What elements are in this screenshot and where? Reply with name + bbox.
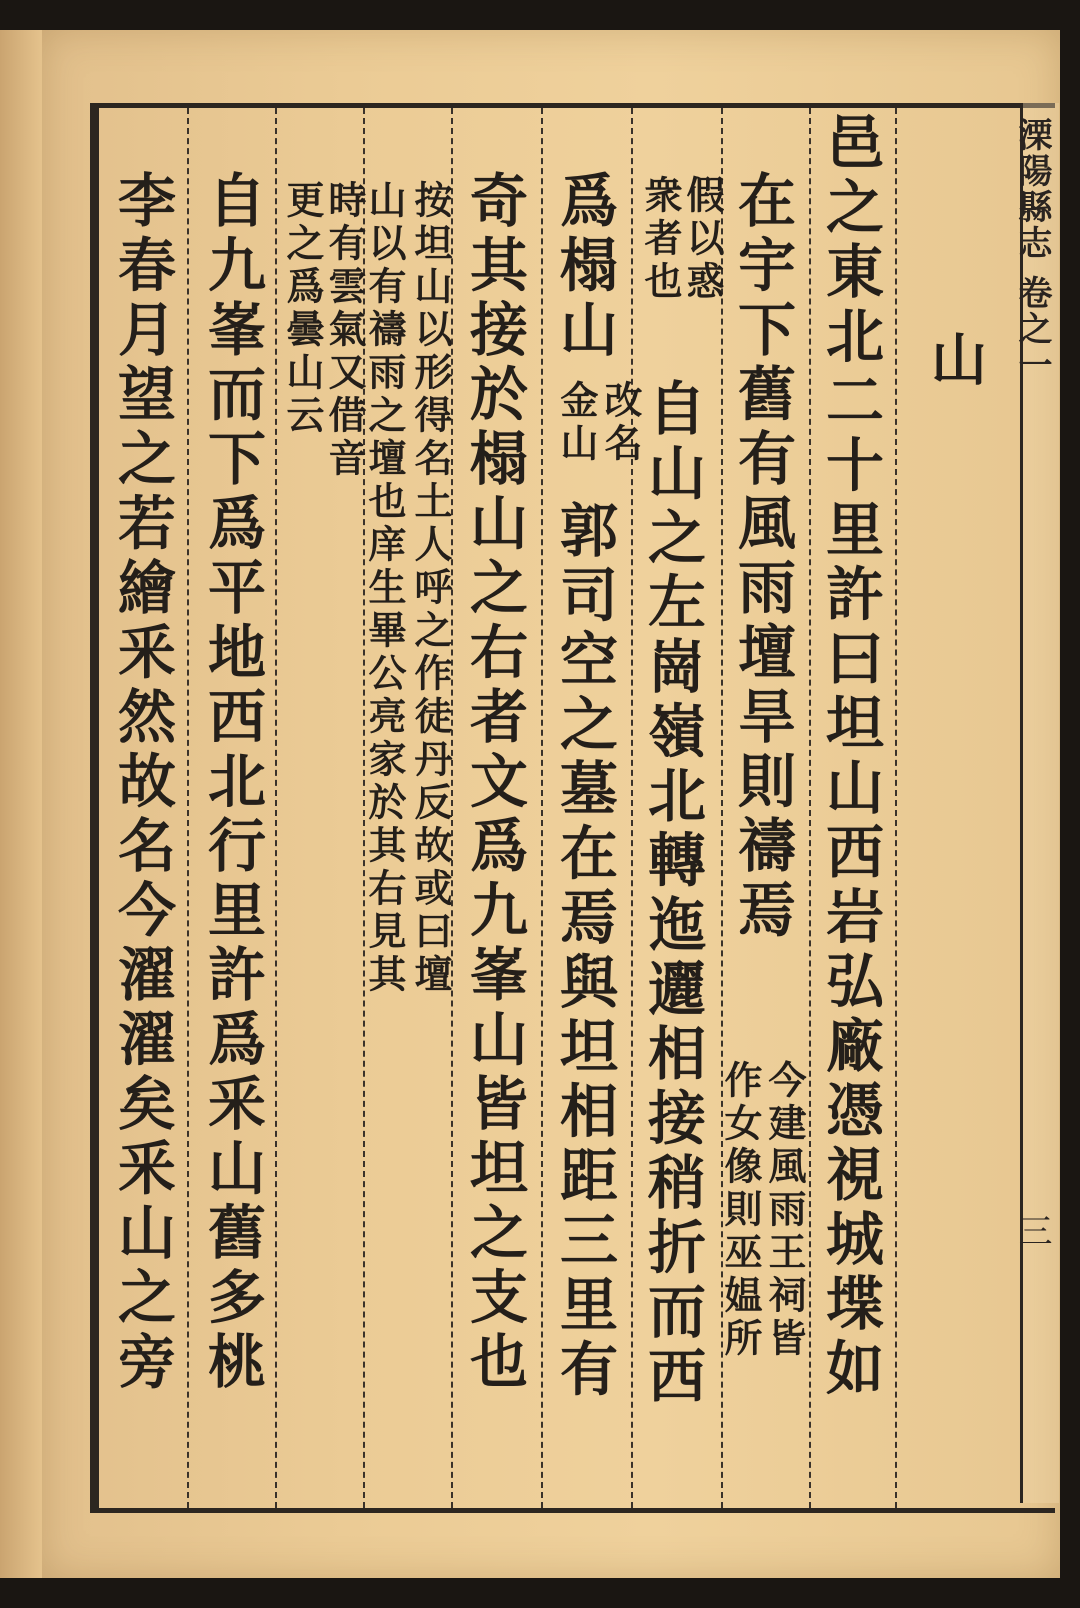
- text-column-7-note-left: 更之爲曇山云: [280, 180, 325, 438]
- text-column-2-note-right: 今建風雨王祠皆: [762, 1060, 807, 1361]
- text-column-2-note-left: 作女像則巫媪所: [718, 1060, 763, 1361]
- section-heading: 山: [922, 330, 988, 386]
- text-column-6-note-right: 按坦山以形得名土人呼之作徒丹反故或曰壇: [408, 180, 453, 997]
- text-column-3-main: 自山之左崗嶺北轉迤邐相接稍折而西: [638, 378, 706, 1410]
- page-number: 三: [1012, 1213, 1052, 1247]
- text-column-4-main-b: 郭司空之墓在焉與坦相距三里有: [550, 500, 618, 1403]
- text-column-3-note-left: 衆者也: [638, 175, 683, 304]
- text-column-5: 奇其接於榻山之右者文爲九峯山皆坦之支也: [460, 170, 528, 1396]
- text-column-3-note-right: 假以惑: [680, 175, 725, 304]
- text-column-8: 自九峯而下爲平地西北行里許爲釆山舊多桃: [198, 170, 266, 1396]
- column-rule: [895, 108, 897, 1508]
- text-column-4-note: 改名金山: [554, 380, 643, 466]
- column-rule: [275, 108, 277, 1508]
- text-column-2-main: 在宇下舊有風雨壇旱則禱焉: [728, 170, 796, 944]
- column-rule: [187, 108, 189, 1508]
- banxin: [1012, 103, 1059, 1503]
- column-rule: [631, 108, 633, 1508]
- book-title: 溧陽縣志 卷之一: [1012, 117, 1052, 383]
- column-rule: [541, 108, 543, 1508]
- text-column-1: 邑之東北二十里許曰坦山西岩弘廠憑視城堞如: [816, 112, 884, 1402]
- text-column-4-main-a: 爲榻山: [550, 170, 618, 364]
- text-column-7-note-right: 時有雲氣又借音: [322, 180, 367, 481]
- text-column-6-note-left: 山以有禱雨之壇也庠生畢公亮家於其右見其: [362, 180, 407, 997]
- column-rule: [809, 108, 811, 1508]
- text-column-9: 李春月望之若繪釆然故名今濯濯矣釆山之旁: [108, 170, 176, 1396]
- left-page-edge: [0, 30, 47, 1578]
